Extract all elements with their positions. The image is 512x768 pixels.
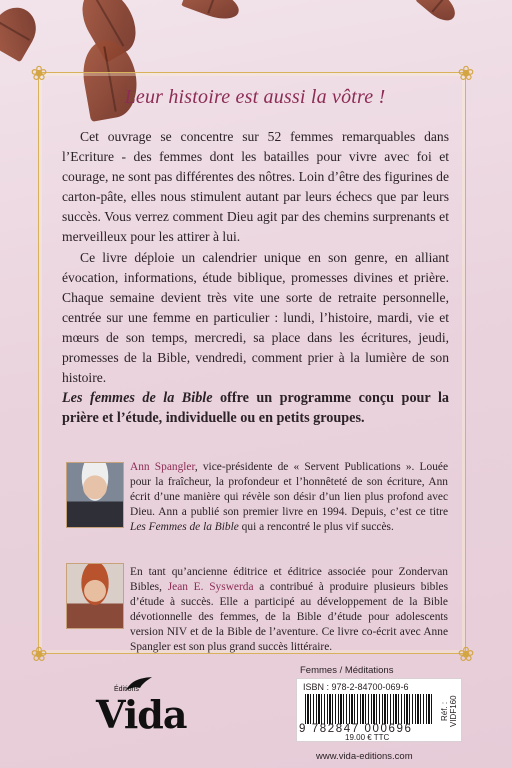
author-bio-jean-syswerda [130, 565, 448, 655]
author-bio-ann-spangler [130, 460, 448, 535]
barcode [305, 694, 433, 724]
publisher-logo [96, 684, 216, 744]
publisher-name: Vida [96, 692, 187, 737]
publisher-tagline: Éditions [114, 686, 139, 693]
ornament-icon: ❀ [30, 642, 48, 666]
author-photo-ann-spangler [66, 462, 124, 528]
bio-text: , vice-présidente de « Servent Publications ». Louée pour la fraîcheur, la profondeur et l’honnêteté de son écriture, Ann écrit d’une manière qui révèle son désir d’un lien plus profond avec Dieu. Ann a publié son premier livre en 1994. Depuis, c’est ce titre [130, 461, 449, 518]
bio-text: En tant qu’ancienne éditrice et éditrice associée pour Zondervan Bibles, [130, 566, 448, 593]
isbn-label: ISBN : 978-2-84700-069-6 [303, 682, 409, 692]
leaf-decoration [0, 0, 44, 62]
paragraph-summary [62, 388, 449, 428]
bio-text: a contribué à produire plusieurs bibles d’étude à succès. Elle a participé au développement de la Bible dévotionnelle des femmes, de la Bible d’étude pour adolescents version NIV et de la Bible de l’aventure. Ce livre co-écrit avec Anne Spangler est son plus grand succès littéraire. [130, 581, 448, 653]
book-title: Les femmes de la Bible [62, 390, 213, 406]
paragraph-calendar: Ce livre déploie un calendrier unique en son genre, en alliant évocation, informations, étude biblique, promesses divines et prière. Chaque semaine devient très vite une sorte de retraite personnelle, centrée sur une femme en particulier : lundi, l’histoire, mardi, vie et mœurs de son temps, mercredi, sa place dans les écritures, jeudi, promesses de la Bible, vendredi, comment prier à la lumière de son histoire. [62, 250, 449, 385]
ornament-icon: ❀ [30, 61, 48, 85]
author-name: Ann Spangler [130, 461, 195, 473]
leaf-decoration [416, 0, 461, 26]
ornament-icon: ❀ [457, 61, 475, 85]
reference-label: Réf. : VIDF160 [440, 695, 458, 727]
category-label: Femmes / Méditations [300, 665, 394, 676]
website-url: www.vida-editions.com [316, 751, 413, 762]
ean-number: 9 782847 000696 [299, 723, 413, 735]
paragraph-intro: Cet ouvrage se concentre sur 52 femmes remarquables dans l’Ecriture - des femmes dont les batailles pour vivre avec foi et courage, ne sont pas différentes des nôtres. Loin d’être des figurines de carton-pâte, elles nous stimulent autant par leurs échecs que par leurs succès. Vous verrez comment Dieu agit par des chemins surprenants et merveilleux pour les attirer à lui. [62, 129, 449, 244]
summary-text: offre un programme conçu pour la prière et l’étude, individuelle ou en petits groupes. [62, 390, 449, 426]
author-name: Jean E. Syswerda [167, 581, 254, 593]
author-photo-jean-syswerda [66, 563, 124, 629]
bio-book-title: Les Femmes de la Bible [130, 521, 239, 533]
ornament-icon: ❀ [457, 642, 475, 666]
barcode-panel [296, 678, 462, 742]
leaf-decoration [181, 0, 243, 25]
price-label: 19.00 € TTC [345, 733, 390, 742]
headline: Leur histoire est aussi la vôtre ! [124, 86, 386, 108]
bio-text: qui a rencontré le plus vif succès. [238, 521, 394, 533]
